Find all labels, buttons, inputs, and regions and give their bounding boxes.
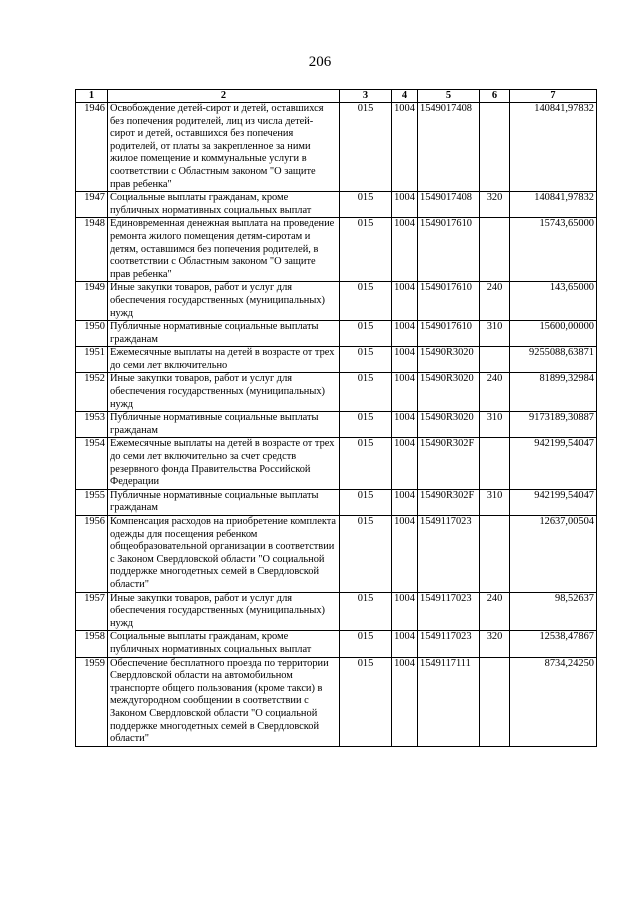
row-target-article: 15490R3020: [418, 412, 480, 438]
row-amount: 143,65000: [510, 282, 597, 321]
row-expense-type: 240: [480, 373, 510, 412]
row-section-code: 1004: [392, 631, 418, 657]
row-grbs-code: 015: [340, 282, 392, 321]
row-grbs-code: 015: [340, 347, 392, 373]
row-expense-type: [480, 103, 510, 192]
row-target-article: 15490R3020: [418, 373, 480, 412]
row-section-code: 1004: [392, 412, 418, 438]
header-col-7: 7: [510, 90, 597, 103]
row-amount: 15743,65000: [510, 218, 597, 282]
table-row: [76, 282, 597, 321]
row-number: 1947: [76, 192, 108, 218]
row-target-article: 15490R302F: [418, 489, 480, 515]
row-name: Ежемесячные выплаты на детей в возрасте от трех до семи лет включительно: [108, 347, 340, 373]
row-name: Социальные выплаты гражданам, кроме публичных нормативных социальных выплат: [108, 192, 340, 218]
row-amount: 942199,54047: [510, 489, 597, 515]
row-name: Иные закупки товаров, работ и услуг для обеспечения государственных (муниципальных) нужд: [108, 592, 340, 631]
row-number: 1958: [76, 631, 108, 657]
row-grbs-code: 015: [340, 631, 392, 657]
table-row: [76, 516, 597, 593]
table-header: [76, 90, 597, 103]
row-expense-type: 320: [480, 631, 510, 657]
row-name: Публичные нормативные социальные выплаты гражданам: [108, 321, 340, 347]
row-expense-type: 310: [480, 412, 510, 438]
row-name: Иные закупки товаров, работ и услуг для обеспечения государственных (муниципальных) нужд: [108, 282, 340, 321]
row-number: 1950: [76, 321, 108, 347]
header-col-1: 1: [76, 90, 108, 103]
row-amount: 9173189,30887: [510, 412, 597, 438]
row-grbs-code: 015: [340, 412, 392, 438]
header-col-6: 6: [480, 90, 510, 103]
row-name: Публичные нормативные социальные выплаты гражданам: [108, 489, 340, 515]
row-amount: 15600,00000: [510, 321, 597, 347]
row-target-article: 1549017610: [418, 321, 480, 347]
table-row: [76, 103, 597, 192]
row-number: 1957: [76, 592, 108, 631]
row-name: Иные закупки товаров, работ и услуг для обеспечения государственных (муниципальных) нужд: [108, 373, 340, 412]
row-section-code: 1004: [392, 489, 418, 515]
row-expense-type: [480, 657, 510, 746]
table-row: [76, 192, 597, 218]
row-target-article: 1549017610: [418, 218, 480, 282]
row-amount: 9255088,63871: [510, 347, 597, 373]
row-expense-type: 310: [480, 489, 510, 515]
row-number: 1956: [76, 516, 108, 593]
row-amount: 140841,97832: [510, 103, 597, 192]
header-row: [76, 90, 597, 103]
row-amount: 12637,00504: [510, 516, 597, 593]
row-name: Обеспечение бесплатного проезда по территории Свердловской области на автомобильном транспорте общего пользования (кроме такси) в междугородном сообщении в соответствии с Законом Свердловской области "О социальной поддержке многодетных семей в Свердловской области": [108, 657, 340, 746]
table-row: [76, 218, 597, 282]
header-col-3: 3: [340, 90, 392, 103]
header-col-5: 5: [418, 90, 480, 103]
row-expense-type: 310: [480, 321, 510, 347]
row-number: 1954: [76, 438, 108, 489]
row-target-article: 1549017408: [418, 103, 480, 192]
header-col-2: 2: [108, 90, 340, 103]
row-amount: 98,52637: [510, 592, 597, 631]
row-name: Ежемесячные выплаты на детей в возрасте от трех до семи лет включительно за счет средств резервного фонда Правительства Российской Федерации: [108, 438, 340, 489]
row-name: Единовременная денежная выплата на проведение ремонта жилого помещения детям-сиротам и детям, оставшимся без попечения родителей, в соответствии с Областным законом "О защите прав ребенка": [108, 218, 340, 282]
row-section-code: 1004: [392, 347, 418, 373]
row-section-code: 1004: [392, 103, 418, 192]
row-target-article: 1549117023: [418, 516, 480, 593]
row-grbs-code: 015: [340, 592, 392, 631]
row-grbs-code: 015: [340, 489, 392, 515]
table-row: [76, 631, 597, 657]
row-section-code: 1004: [392, 373, 418, 412]
row-target-article: 1549117023: [418, 592, 480, 631]
table-row: [76, 657, 597, 746]
row-number: 1959: [76, 657, 108, 746]
row-target-article: 1549117023: [418, 631, 480, 657]
row-section-code: 1004: [392, 516, 418, 593]
row-amount: 81899,32984: [510, 373, 597, 412]
table-row: [76, 321, 597, 347]
row-grbs-code: 015: [340, 321, 392, 347]
table-body: [76, 103, 597, 747]
row-target-article: 1549017610: [418, 282, 480, 321]
table-row: [76, 489, 597, 515]
row-number: 1955: [76, 489, 108, 515]
row-expense-type: [480, 516, 510, 593]
row-section-code: 1004: [392, 657, 418, 746]
row-expense-type: 240: [480, 282, 510, 321]
table-row: [76, 347, 597, 373]
row-name: Компенсация расходов на приобретение комплекта одежды для посещения ребенком общеобразовательной организации в соответствии с Законом Свердловской области "О социальной поддержке многодетных семей в Свердловской области": [108, 516, 340, 593]
row-number: 1946: [76, 103, 108, 192]
row-name: Освобождение детей-сирот и детей, оставшихся без попечения родителей, лиц из числа детей-сирот и детей, оставшихся без попечения родителей, от платы за закрепленное за ними жилое помещение и коммунальные услуги в соответствии с Областным законом "О защите прав ребенка": [108, 103, 340, 192]
row-number: 1951: [76, 347, 108, 373]
table-row: [76, 412, 597, 438]
row-target-article: 15490R302F: [418, 438, 480, 489]
row-amount: 942199,54047: [510, 438, 597, 489]
row-target-article: 15490R3020: [418, 347, 480, 373]
row-section-code: 1004: [392, 438, 418, 489]
row-section-code: 1004: [392, 218, 418, 282]
row-grbs-code: 015: [340, 373, 392, 412]
row-grbs-code: 015: [340, 192, 392, 218]
row-name: Социальные выплаты гражданам, кроме публичных нормативных социальных выплат: [108, 631, 340, 657]
row-target-article: 1549117111: [418, 657, 480, 746]
header-col-4: 4: [392, 90, 418, 103]
page-number: 206: [308, 54, 332, 70]
row-section-code: 1004: [392, 192, 418, 218]
row-name: Публичные нормативные социальные выплаты гражданам: [108, 412, 340, 438]
row-number: 1949: [76, 282, 108, 321]
row-expense-type: [480, 218, 510, 282]
row-expense-type: [480, 347, 510, 373]
row-amount: 8734,24250: [510, 657, 597, 746]
row-number: 1952: [76, 373, 108, 412]
row-amount: 140841,97832: [510, 192, 597, 218]
row-grbs-code: 015: [340, 103, 392, 192]
row-target-article: 1549017408: [418, 192, 480, 218]
row-section-code: 1004: [392, 592, 418, 631]
table-row: [76, 438, 597, 489]
row-expense-type: [480, 438, 510, 489]
row-grbs-code: 015: [340, 438, 392, 489]
table-row: [76, 373, 597, 412]
table-row: [76, 592, 597, 631]
budget-table: [75, 89, 597, 747]
row-section-code: 1004: [392, 321, 418, 347]
row-grbs-code: 015: [340, 657, 392, 746]
row-amount: 12538,47867: [510, 631, 597, 657]
row-section-code: 1004: [392, 282, 418, 321]
row-expense-type: 320: [480, 192, 510, 218]
row-grbs-code: 015: [340, 516, 392, 593]
row-expense-type: 240: [480, 592, 510, 631]
row-grbs-code: 015: [340, 218, 392, 282]
row-number: 1948: [76, 218, 108, 282]
row-number: 1953: [76, 412, 108, 438]
